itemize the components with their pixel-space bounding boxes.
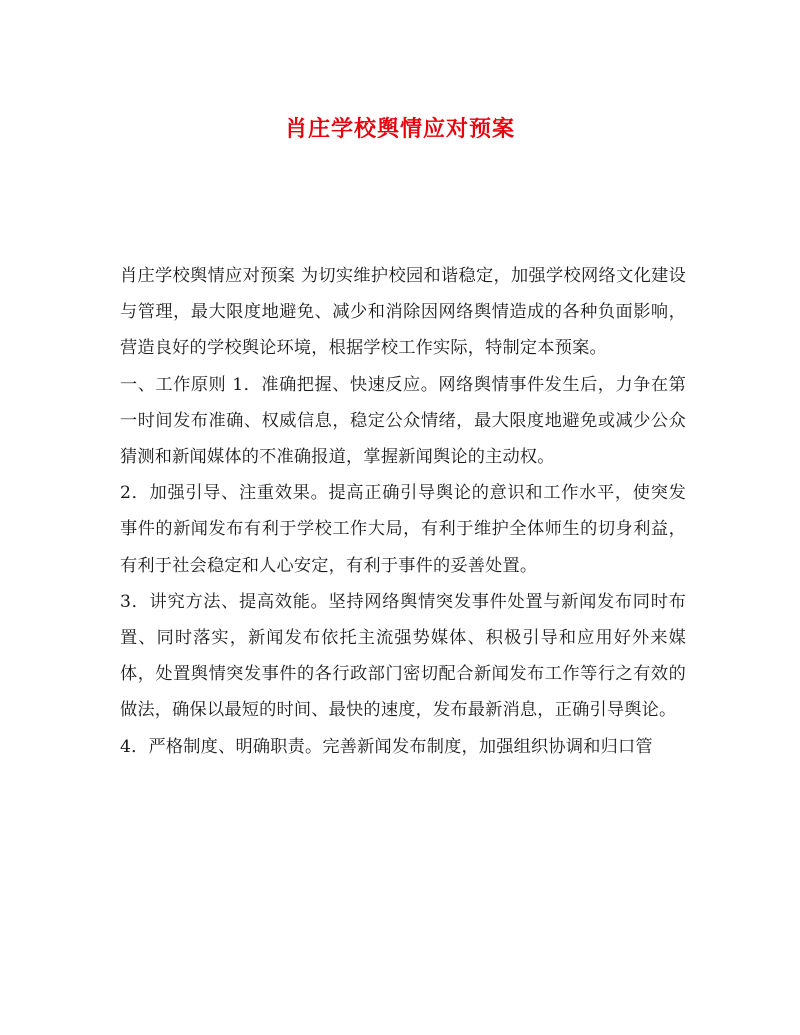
paragraph-principle-3: 3．讲究方法、提高效能。坚持网络舆情突发事件处置与新闻发布同时布置、同时落实，新闻发布依托主流强势媒体、积极引导和应用好外来媒体，处置舆情突发事件的各行政部门密切配合新闻发布工作等行之有效的做法，确保以最短的时间、最快的速度，发布最新消息，正确引导舆论。 — [120, 591, 686, 721]
document-title: 肖庄学校舆情应对预案 — [284, 116, 515, 142]
paragraph-principle-4: 4．严格制度、明确职责。完善新闻发布制度，加强组织协调和归口管 — [120, 736, 653, 757]
paragraph-principle-1: 一、工作原则 1．准确把握、快速反应。网络舆情事件发生后，力争在第一时间发布准确、权威信息，稳定公众情绪，最大限度地避免或减少公众猜测和新闻媒体的不准确报道，掌握新闻舆论的主动权。 — [120, 374, 686, 468]
paragraph-intro: 肖庄学校舆情应对预案 为切实维护校园和谐稳定，加强学校网络文化建设与管理，最大限度地避免、减少和消除因网络舆情造成的各种负面影响，营造良好的学校舆论环境，根据学校工作实际，特制定本预案。 — [120, 266, 686, 359]
paragraph-principle-2: 2．加强引导、注重效果。提高正确引导舆论的意识和工作水平，使突发事件的新闻发布有利于学校工作大局，有利于维护全体师生的切身利益，有利于社会稳定和人心安定，有利于事件的妥善处置。 — [120, 483, 686, 576]
document-body — [120, 258, 686, 765]
